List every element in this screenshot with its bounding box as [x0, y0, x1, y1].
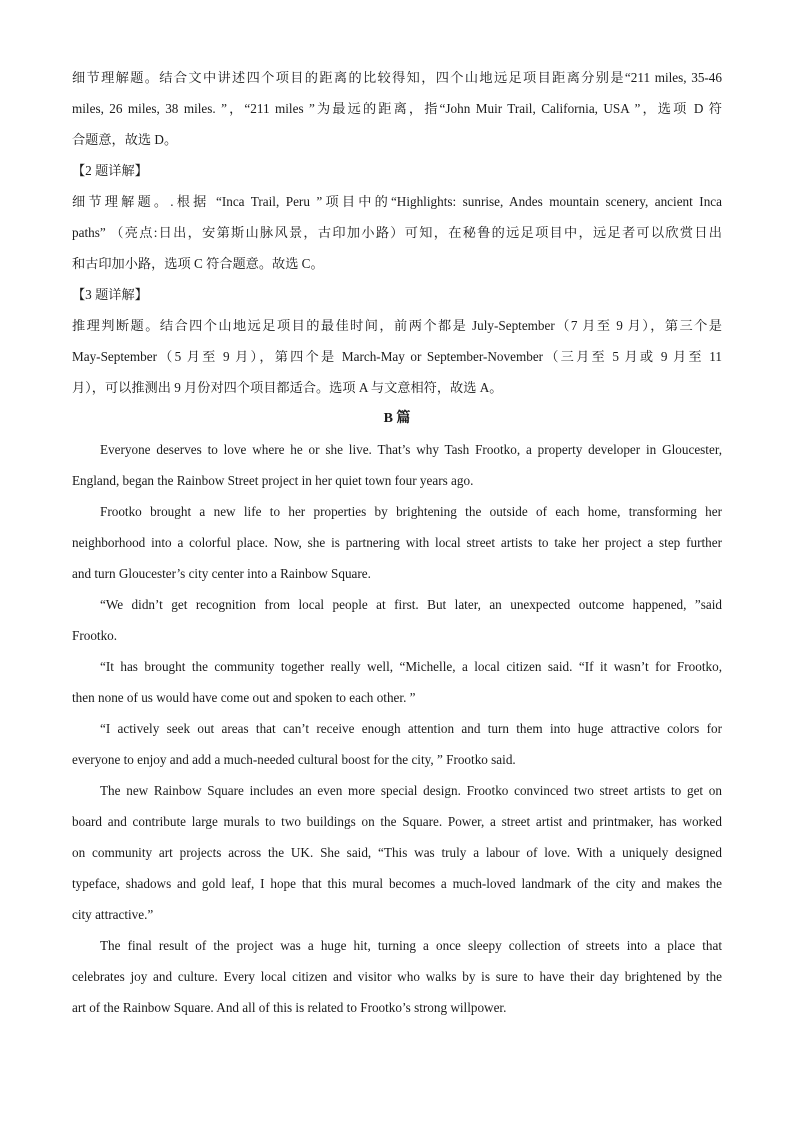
document-page [72, 62, 722, 1023]
text-line: miles, 26 miles, 38 miles. ”，“211 miles ”为最远的距离，指“John Muir Trail, California, USA ”，选项 D 符 [72, 101, 722, 116]
text-line: city attractive.” [72, 907, 154, 922]
passage-paragraph [72, 775, 722, 930]
answer-q3 [72, 310, 722, 403]
text-line: then none of us would have come out and spoken to each other. ” [72, 690, 416, 705]
text-line: typeface, shadows and gold leaf, I hope that this mural becomes a much-loved landmark of the city and makes the [72, 876, 722, 891]
text-line: 推理判断题。结合四个山地远足项目的最佳时间，前两个都是 July-September（7 月至 9 月），第三个是 [72, 318, 722, 333]
text-line: 月），可以推测出 9 月份对四个项目都适合。选项 A 与文意相符，故选 A。 [72, 380, 503, 395]
passage-paragraph [72, 930, 722, 1023]
passage-paragraph [72, 713, 722, 775]
text-line: “I actively seek out areas that can’t receive enough attention and turn them into huge attractive colors for [100, 721, 722, 736]
text-line: Frootko brought a new life to her properties by brightening the outside of each home, transforming her [100, 504, 722, 519]
answer-q1 [72, 62, 722, 155]
answer-q2 [72, 186, 722, 279]
text-line: paths” （亮点:日出，安第斯山脉风景，古印加小路）可知，在秘鲁的远足项目中，远足者可以欣赏日出 [72, 225, 722, 240]
text-line: 细节理解题。结合文中讲述四个项目的距离的比较得知，四个山地远足项目距离分别是“211 miles, 35-46 [72, 70, 722, 85]
text-line: 合题意，故选 D。 [72, 132, 178, 147]
passage-paragraph [72, 434, 722, 496]
text-line: art of the Rainbow Square. And all of this is related to Frootko’s strong willpower. [72, 1000, 507, 1015]
text-line: on community art projects across the UK. She said, “This was truly a labour of love. With a uniquely designed [72, 845, 722, 860]
text-line: neighborhood into a colorful place. Now, she is partnering with local street artists to take her project a step further [72, 535, 722, 550]
text-line: everyone to enjoy and add a much-needed cultural boost for the city, ” Frootko said. [72, 752, 516, 767]
section-title: B 篇 [383, 411, 411, 426]
text-line: Everyone deserves to love where he or she live. That’s why Tash Frootko, a property developer in Gloucester, [100, 442, 722, 457]
text-line: England, began the Rainbow Street project in her quiet town four years ago. [72, 473, 474, 488]
text-line: and turn Gloucester’s city center into a Rainbow Square. [72, 566, 371, 581]
text-line: Frootko. [72, 628, 118, 643]
text-line: May-September（5 月至 9 月），第四个是 March-May or September-November（三月至 5 月或 9 月至 11 [72, 349, 722, 364]
passage-paragraph [72, 496, 722, 589]
text-line: 细节理解题。.根据 “Inca Trail, Peru ”项目中的“Highlights: sunrise, Andes mountain scenery, ancient Inca [72, 194, 722, 209]
text-line: “It has brought the community together really well, “Michelle, a local citizen said. “If it wasn’t for Frootko, [100, 659, 722, 674]
text-line: “We didn’t get recognition from local people at first. But later, an unexpected outcome happened, ”said [100, 597, 722, 612]
text-line: 和古印加小路，选项 C 符合题意。故选 C。 [72, 256, 324, 271]
text-line: The new Rainbow Square includes an even more special design. Frootko convinced two street artists to get on [100, 783, 722, 798]
text-line: The final result of the project was a huge hit, turning a once sleepy collection of streets into a place that [100, 938, 722, 953]
passage-paragraph [72, 651, 722, 713]
passage-paragraph [72, 589, 722, 651]
q2-heading: 【2 题详解】 [72, 163, 148, 178]
text-line: board and contribute large murals to two buildings on the Square. Power, a street artist and printmaker, has worked [72, 814, 722, 829]
text-line: celebrates joy and culture. Every local citizen and visitor who walks by is sure to have their day brightened by the [72, 969, 722, 984]
q3-heading: 【3 题详解】 [72, 287, 148, 302]
